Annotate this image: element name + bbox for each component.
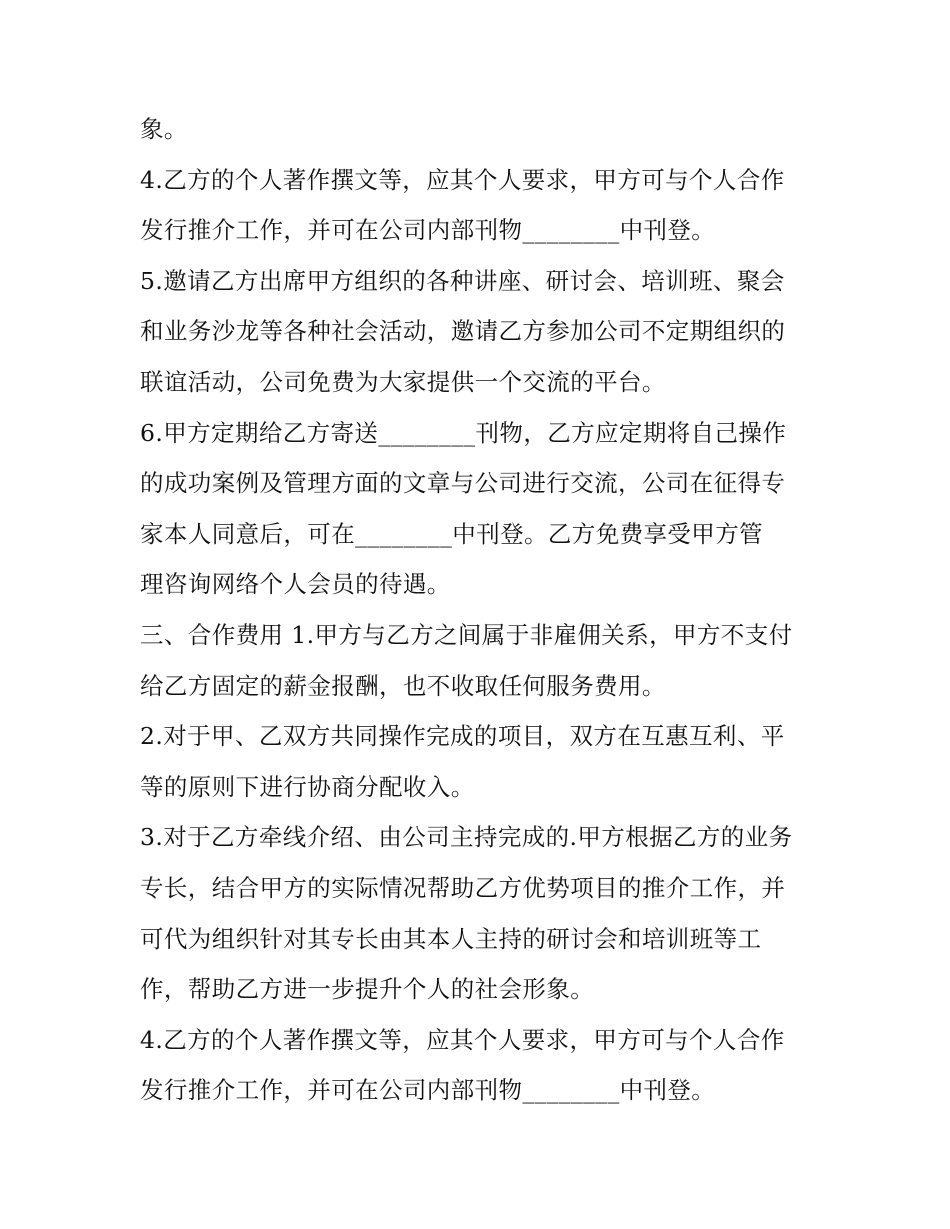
text-line: 5.邀请乙方出席甲方组织的各种讲座、研讨会、培训班、聚会 [140,266,785,295]
text-line: 发行推介工作，并可在公司内部刊物________中刊登。 [140,1076,716,1105]
text-line: 的成功案例及管理方面的文章与公司进行交流，公司在征得专 [140,469,786,498]
text-line: 可代为组织针对其专长由其本人主持的研讨会和培训班等工 [140,924,762,953]
text-line: 给乙方固定的薪金报酬，也不收取任何服务费用。 [140,671,666,700]
text-line: 专长，结合甲方的实际情况帮助乙方优势项目的推介工作，并 [140,873,786,902]
text-line: 4.乙方的个人著作撰文等，应其个人要求，甲方可与个人合作 [140,1025,785,1054]
document-body [140,104,820,1116]
text-line: 3.对于乙方牵线介绍、由公司主持完成的.甲方根据乙方的业务 [140,823,793,852]
text-line: 家本人同意后，可在________中刊登。乙方免费享受甲方管 [140,519,763,548]
text-line: 6.甲方定期给乙方寄送________刊物，乙方应定期将自己操作 [140,418,787,447]
text-line: 作，帮助乙方进一步提升个人的社会形象。 [140,975,595,1004]
text-line: 象。 [140,115,188,143]
text-line: 发行推介工作，并可在公司内部刊物________中刊登。 [140,216,716,245]
text-line: 联谊活动，公司免费为大家提供一个交流的平台。 [140,367,666,396]
text-line: 4.乙方的个人著作撰文等，应其个人要求，甲方可与个人合作 [140,165,785,194]
text-line: 2.对于甲、乙双方共同操作完成的项目，双方在互惠互利、平 [140,722,785,751]
text-line: 和业务沙龙等各种社会活动，邀请乙方参加公司不定期组织的 [140,317,786,346]
text-line: 理咨询网络个人会员的待遇。 [140,570,451,599]
section-heading-line: 三、合作费用 1.甲方与乙方之间属于非雇佣关系，甲方不支付 [140,620,793,649]
text-line: 等的原则下进行协商分配收入。 [140,772,475,801]
